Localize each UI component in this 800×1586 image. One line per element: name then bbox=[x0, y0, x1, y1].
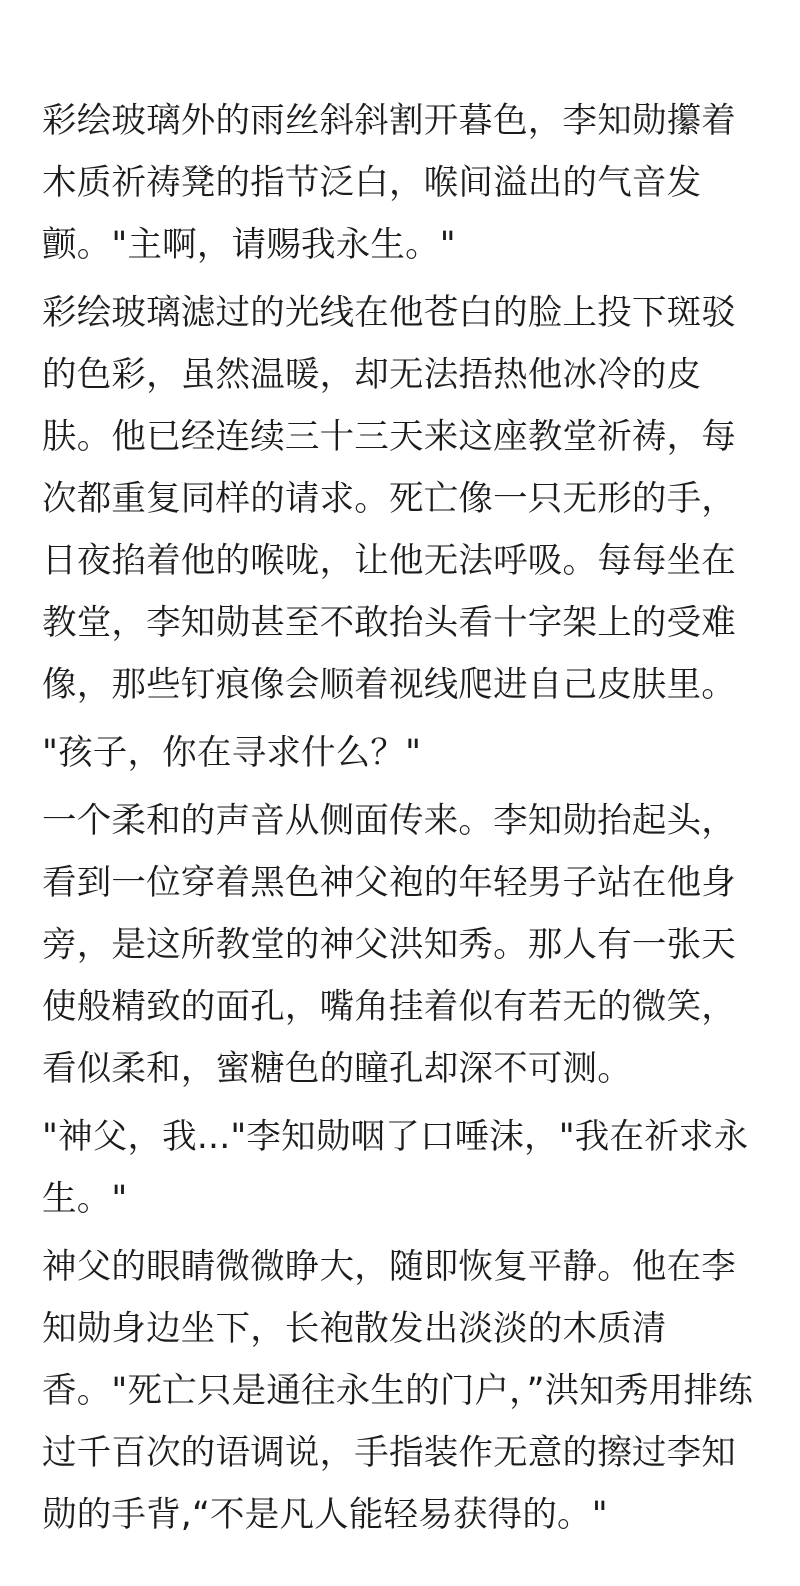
paragraph-3: "孩子，你在寻求什么？" bbox=[42, 733, 422, 773]
paragraph-1: 彩绘玻璃外的雨丝斜斜割开暮色，李知勋攥着木质祈祷凳的指节泛白，喉间溢出的气音发颤。"主啊，请赐我永生。" bbox=[42, 101, 736, 265]
paragraph-5: "神父，我..."李知勋咽了口唾沫，"我在祈求永生。" bbox=[42, 1117, 749, 1219]
paragraph-6: 神父的眼睛微微睁大，随即恢复平静。他在李知勋身边坐下，长袍散发出淡淡的木质清香。"死亡只是通往永生的门户，”洪知秀用排练过千百次的语调说，手指装作无意的擦过李知勋的手背,“不是凡人能轻易获得的。" bbox=[42, 1247, 753, 1535]
paragraph-4: 一个柔和的声音从侧面传来。李知勋抬起头，看到一位穿着黑色神父袍的年轻男子站在他身旁，是这所教堂的神父洪知秀。那人有一张天使般精致的面孔，嘴角挂着似有若无的微笑，看似柔和，蜜糖色的瞳孔却深不可测。 bbox=[42, 801, 736, 1089]
paragraph-2: 彩绘玻璃滤过的光线在他苍白的脸上投下斑驳的色彩，虽然温暖，却无法捂热他冰冷的皮肤。他已经连续三十三天来这座教堂祈祷，每次都重复同样的请求。死亡像一只无形的手，日夜掐着他的喉咙，让他无法呼吸。每每坐在教堂，李知勋甚至不敢抬头看十字架上的受难像，那些钉痕像会顺着视线爬进自己皮肤里。 bbox=[42, 293, 736, 705]
article-body bbox=[42, 90, 754, 1552]
